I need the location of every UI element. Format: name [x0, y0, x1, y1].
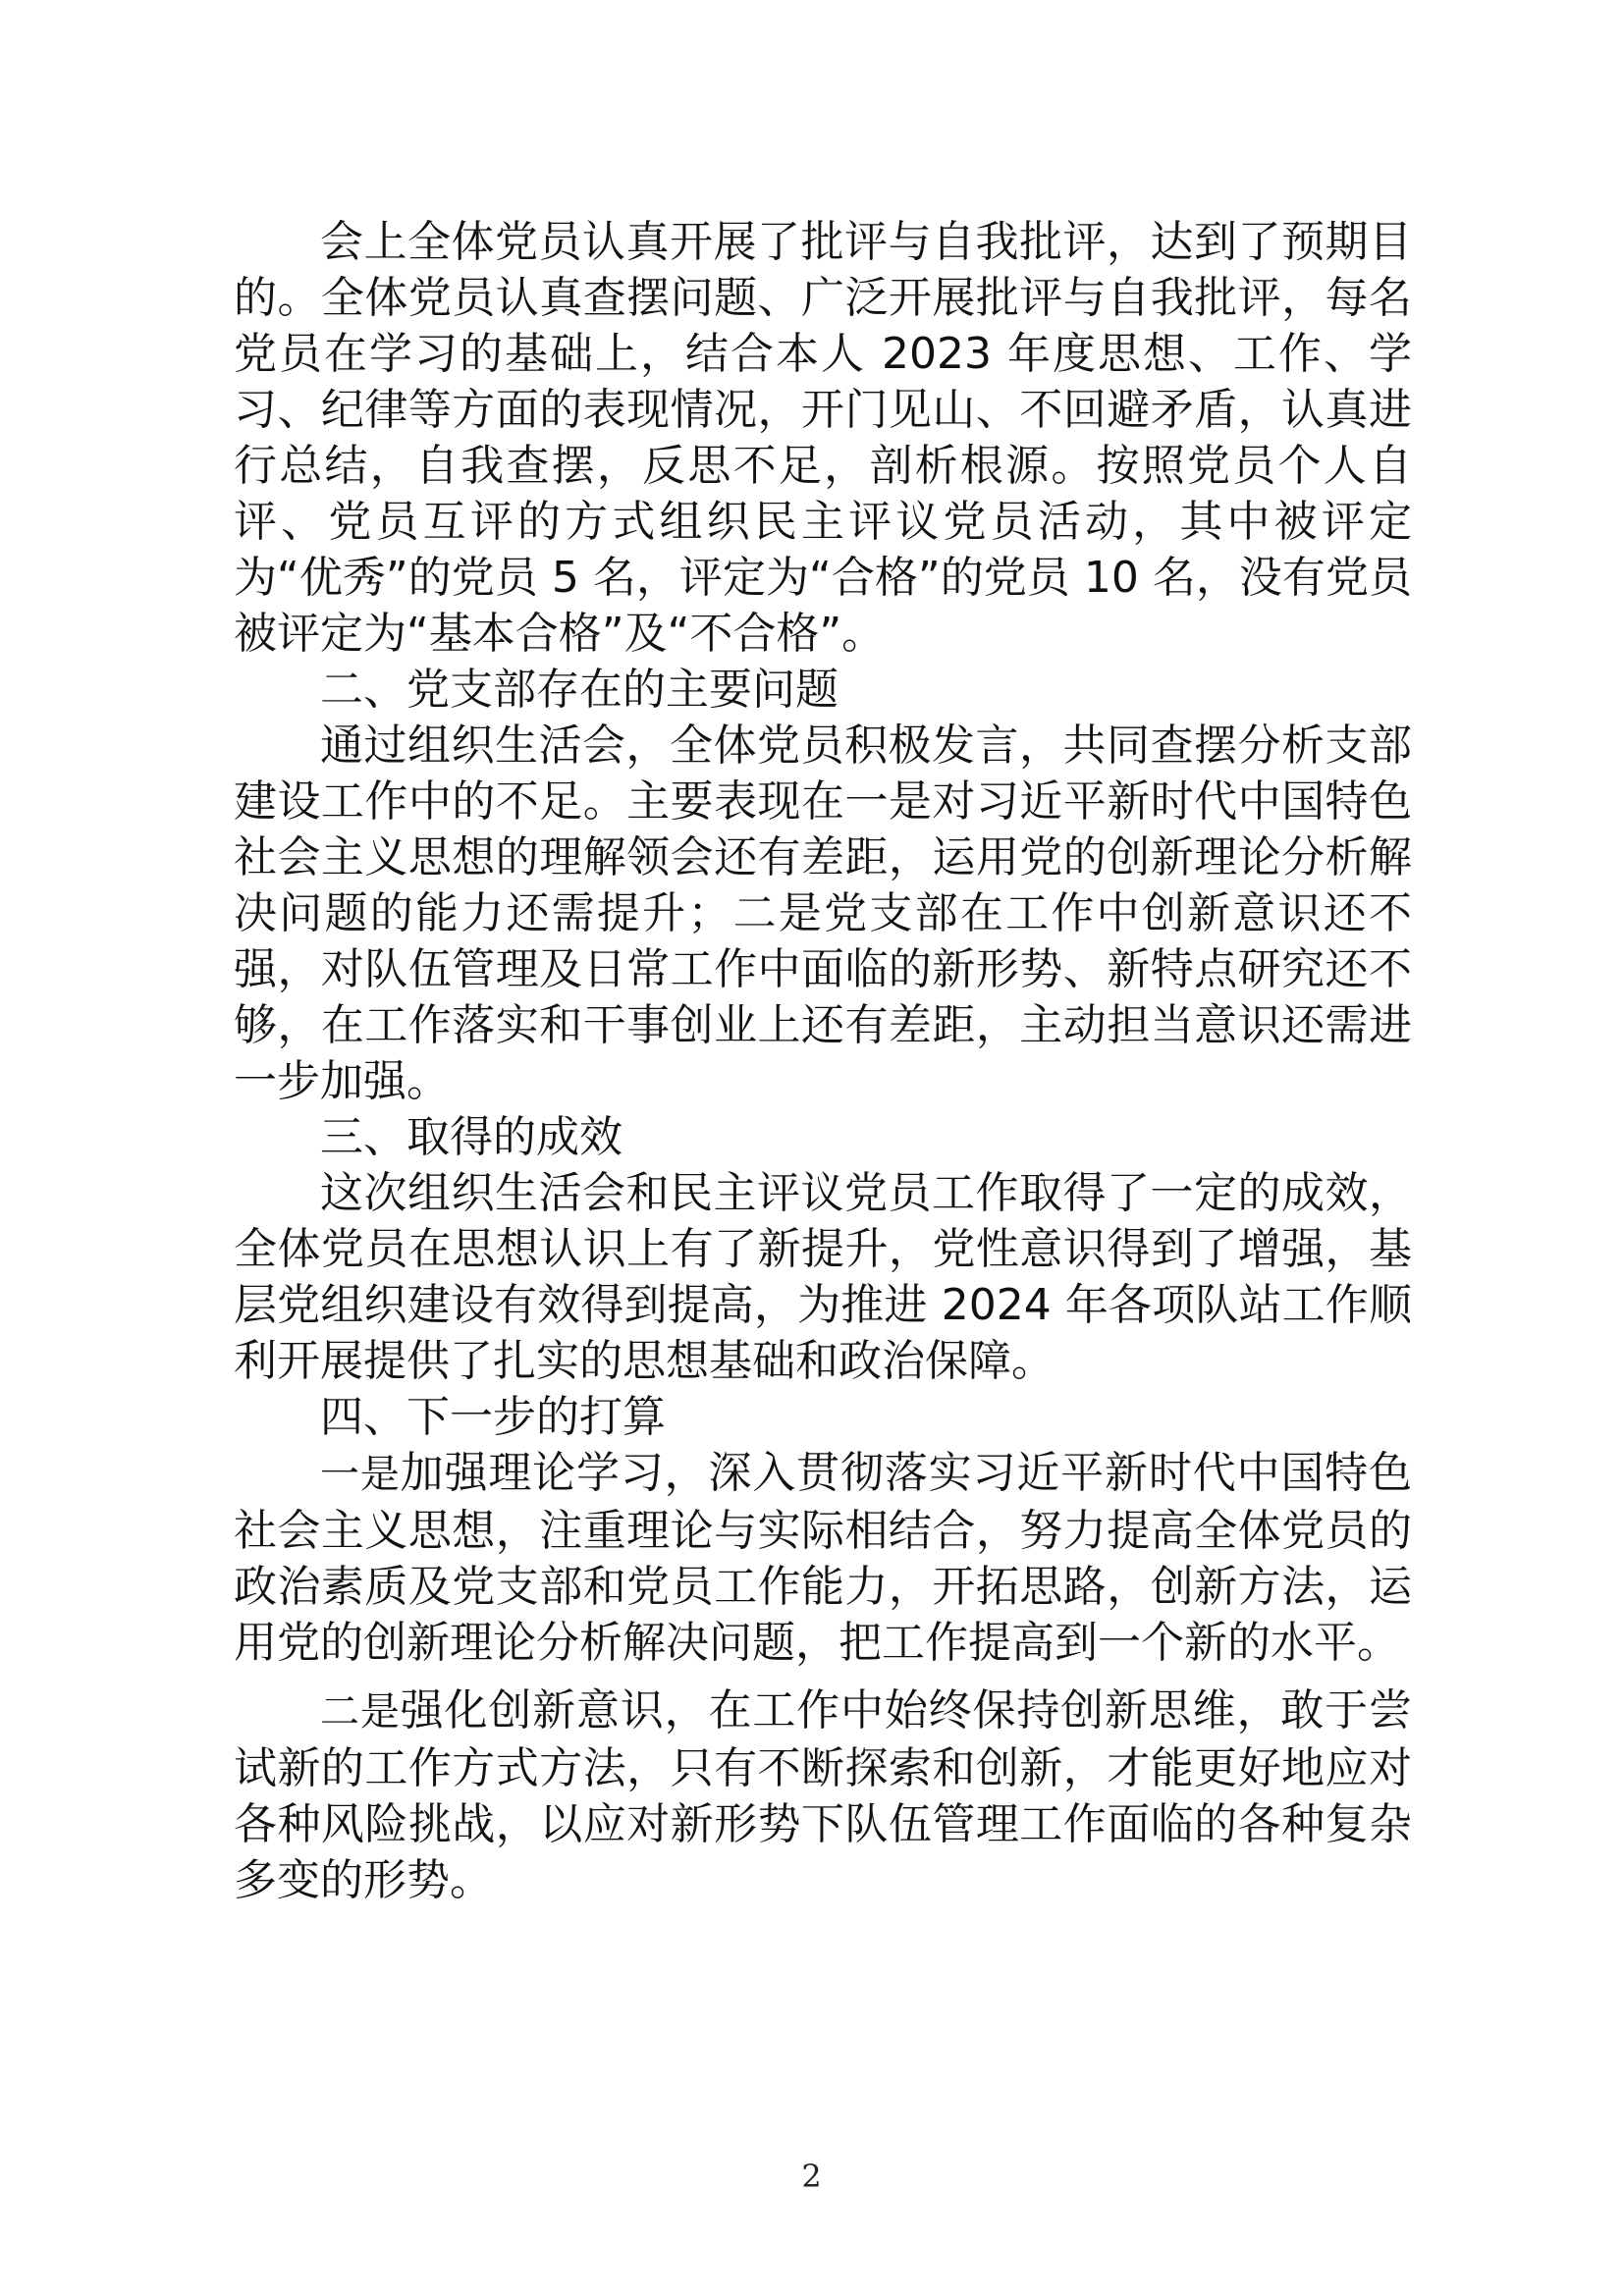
document-body: [234, 214, 1412, 1908]
plan-one-text: 加强理论学习，深入贯彻落实习近平新时代中国特色社会主义思想，注重理论与实际相结合，努力提高全体党员的政治素质及党支部和党员工作能力，开拓思路，创新方法，运用党的创新理论分析解决问题，把工作提高到一个新的水平。: [234, 1448, 1413, 1668]
section-heading-next-steps: 四、下一步的打算: [320, 1392, 666, 1442]
plan-two-text: 强化创新意识，在工作中始终保持创新思维，敢于尝试新的工作方式方法，只有不断探索和创新，才能更好地应对各种风险挑战，以应对新形势下队伍管理工作面临的各种复杂多变的形势。: [234, 1685, 1413, 1905]
section-heading-achievements: 三、取得的成效: [320, 1112, 622, 1162]
paragraph-plan-two: [234, 1682, 1412, 1908]
section-heading-main-problems: 二、党支部存在的主要问题: [320, 665, 839, 715]
page-number: 2: [801, 2158, 822, 2195]
paragraph-achievements: 这次组织生活会和民主评议党员工作取得了一定的成效，全体党员在思想认识上有了新提升，党性意识得到了增强，基层党组织建设有效得到提高，为推进 2024 年各项队站工作顺利开展提供了扎实的思想基础和政治保障。: [234, 1168, 1412, 1386]
paragraph-plan-one: [234, 1445, 1412, 1671]
plan-one-lead: 一是: [320, 1452, 401, 1497]
paragraph-main-problems: 通过组织生活会，全体党员积极发言，共同查摆分析支部建设工作中的不足。主要表现在一是对习近平新时代中国特色社会主义思想的理解领会还有差距，运用党的创新理论分析解决问题的能力还需提升；二是党支部在工作中创新意识还不强，对队伍管理及日常工作中面临的新形势、新特点研究还不够，在工作落实和干事创业上还有差距，主动担当意识还需进一步加强。: [234, 721, 1412, 1106]
paragraph-criticism-summary: 会上全体党员认真开展了批评与自我批评，达到了预期目的。全体党员认真查摆问题、广泛开展批评与自我批评，每名党员在学习的基础上，结合本人 2023 年度思想、工作、学习、纪律等方面的表现情况，开门见山、不回避矛盾，认真进行总结，自我查摆，反思不足，剖析根源。按照党员个人自评、党员互评的方式组织民主评议党员活动，其中被评定为“优秀”的党员 5 名，评定为“合格”的党员 10 名，没有党员被评定为“基本合格”及“不合格”。: [234, 217, 1412, 659]
plan-two-lead: 二是: [320, 1689, 401, 1735]
